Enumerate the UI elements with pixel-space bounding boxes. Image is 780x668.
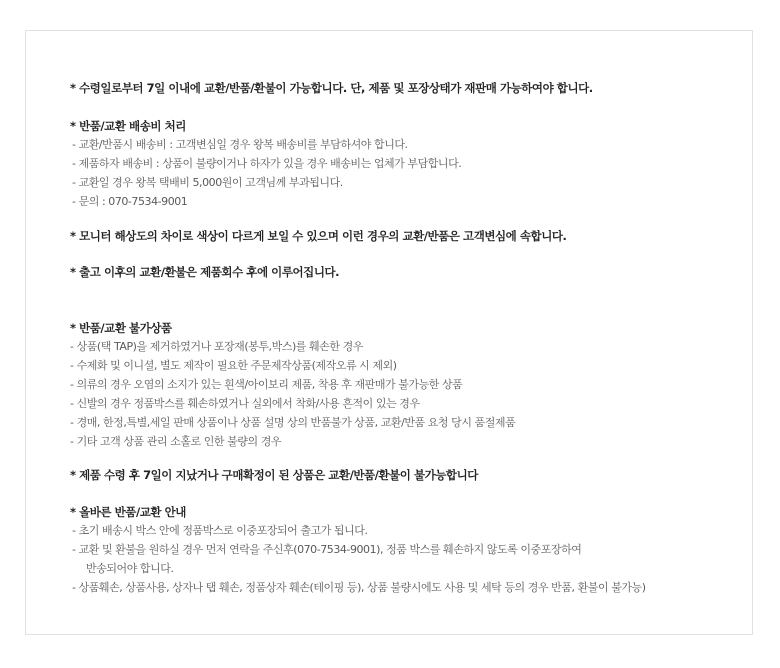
shipping-cost-list <box>72 135 461 211</box>
correct-return-title: * 올바른 반품/교환 안내 <box>70 505 186 519</box>
list-item: - 문의 : 070-7534-9001 <box>72 195 188 208</box>
list-item: - 제품하자 배송비 : 상품이 불량이거나 하자가 있을 경우 배송비는 업체가 부담합니다. <box>72 157 462 170</box>
after-shipment-notice: * 출고 이후의 교환/환불은 제품회수 후에 이루어집니다. <box>70 265 340 279</box>
list-item: - 수제화 및 이니셜, 별도 제작이 필요한 주문제작상품(제작오류 시 제외) <box>70 359 397 372</box>
shipping-cost-title: * 반품/교환 배송비 처리 <box>70 119 186 133</box>
non-returnable-title: * 반품/교환 불가상품 <box>70 321 172 335</box>
list-item: - 교환 및 환불을 원하실 경우 먼저 연락을 주신후(070-7534-9001), 정품 박스를 훼손하지 않도록 이중포장하여 <box>72 543 582 556</box>
list-item-continuation: 반송되어야 합니다. <box>86 562 174 575</box>
monitor-color-notice: * 모니터 해상도의 차이로 색상이 다르게 보일 수 있으며 이런 경우의 교환/반품은 고객변심에 속합니다. <box>70 229 567 243</box>
list-item: - 신발의 경우 정품박스를 훼손하였거나 실외에서 착화/사용 흔적이 있는 경우 <box>70 397 420 410</box>
correct-return-list <box>72 521 646 597</box>
list-item: - 기타 고객 상품 관리 소홀로 인한 불량의 경우 <box>70 435 282 448</box>
non-returnable-list <box>70 337 515 451</box>
list-item: - 교환/반품시 배송비 : 고객변심일 경우 왕복 배송비를 부담하셔야 합니다. <box>72 138 408 151</box>
return-period-notice: * 수령일로부터 7일 이내에 교환/반품/환불이 가능합니다. 단, 제품 및 포장상태가 재판매 가능하여야 합니다. <box>70 81 593 95</box>
list-item: - 교환일 경우 왕복 택배비 5,000원이 고객님께 부과됩니다. <box>72 176 343 189</box>
list-item: - 상품훼손, 상품사용, 상자나 탭 훼손, 정품상자 훼손(테이핑 등), 상품 불량시에도 사용 및 세탁 등의 경우 반품, 환불이 불가능) <box>72 581 646 594</box>
list-item: - 상품(택 TAP)을 제거하였거나 포장재(봉투,박스)를 훼손한 경우 <box>70 340 363 353</box>
list-item: - 의류의 경우 오염의 소지가 있는 흰색/아이보리 제품, 착용 후 재판매가 불가능한 상품 <box>70 378 463 391</box>
list-item: - 경매, 한정,특별,세일 판매 상품이나 상품 설명 상의 반품불가 상품, 교환/반품 요청 당시 품절제품 <box>70 416 516 429</box>
seven-day-limit-notice: * 제품 수령 후 7일이 지났거나 구매확정이 된 상품은 교환/반품/환불이 불가능합니다 <box>70 468 478 482</box>
list-item: - 초기 배송시 박스 안에 정품박스로 이중포장되어 출고가 됩니다. <box>72 524 368 537</box>
